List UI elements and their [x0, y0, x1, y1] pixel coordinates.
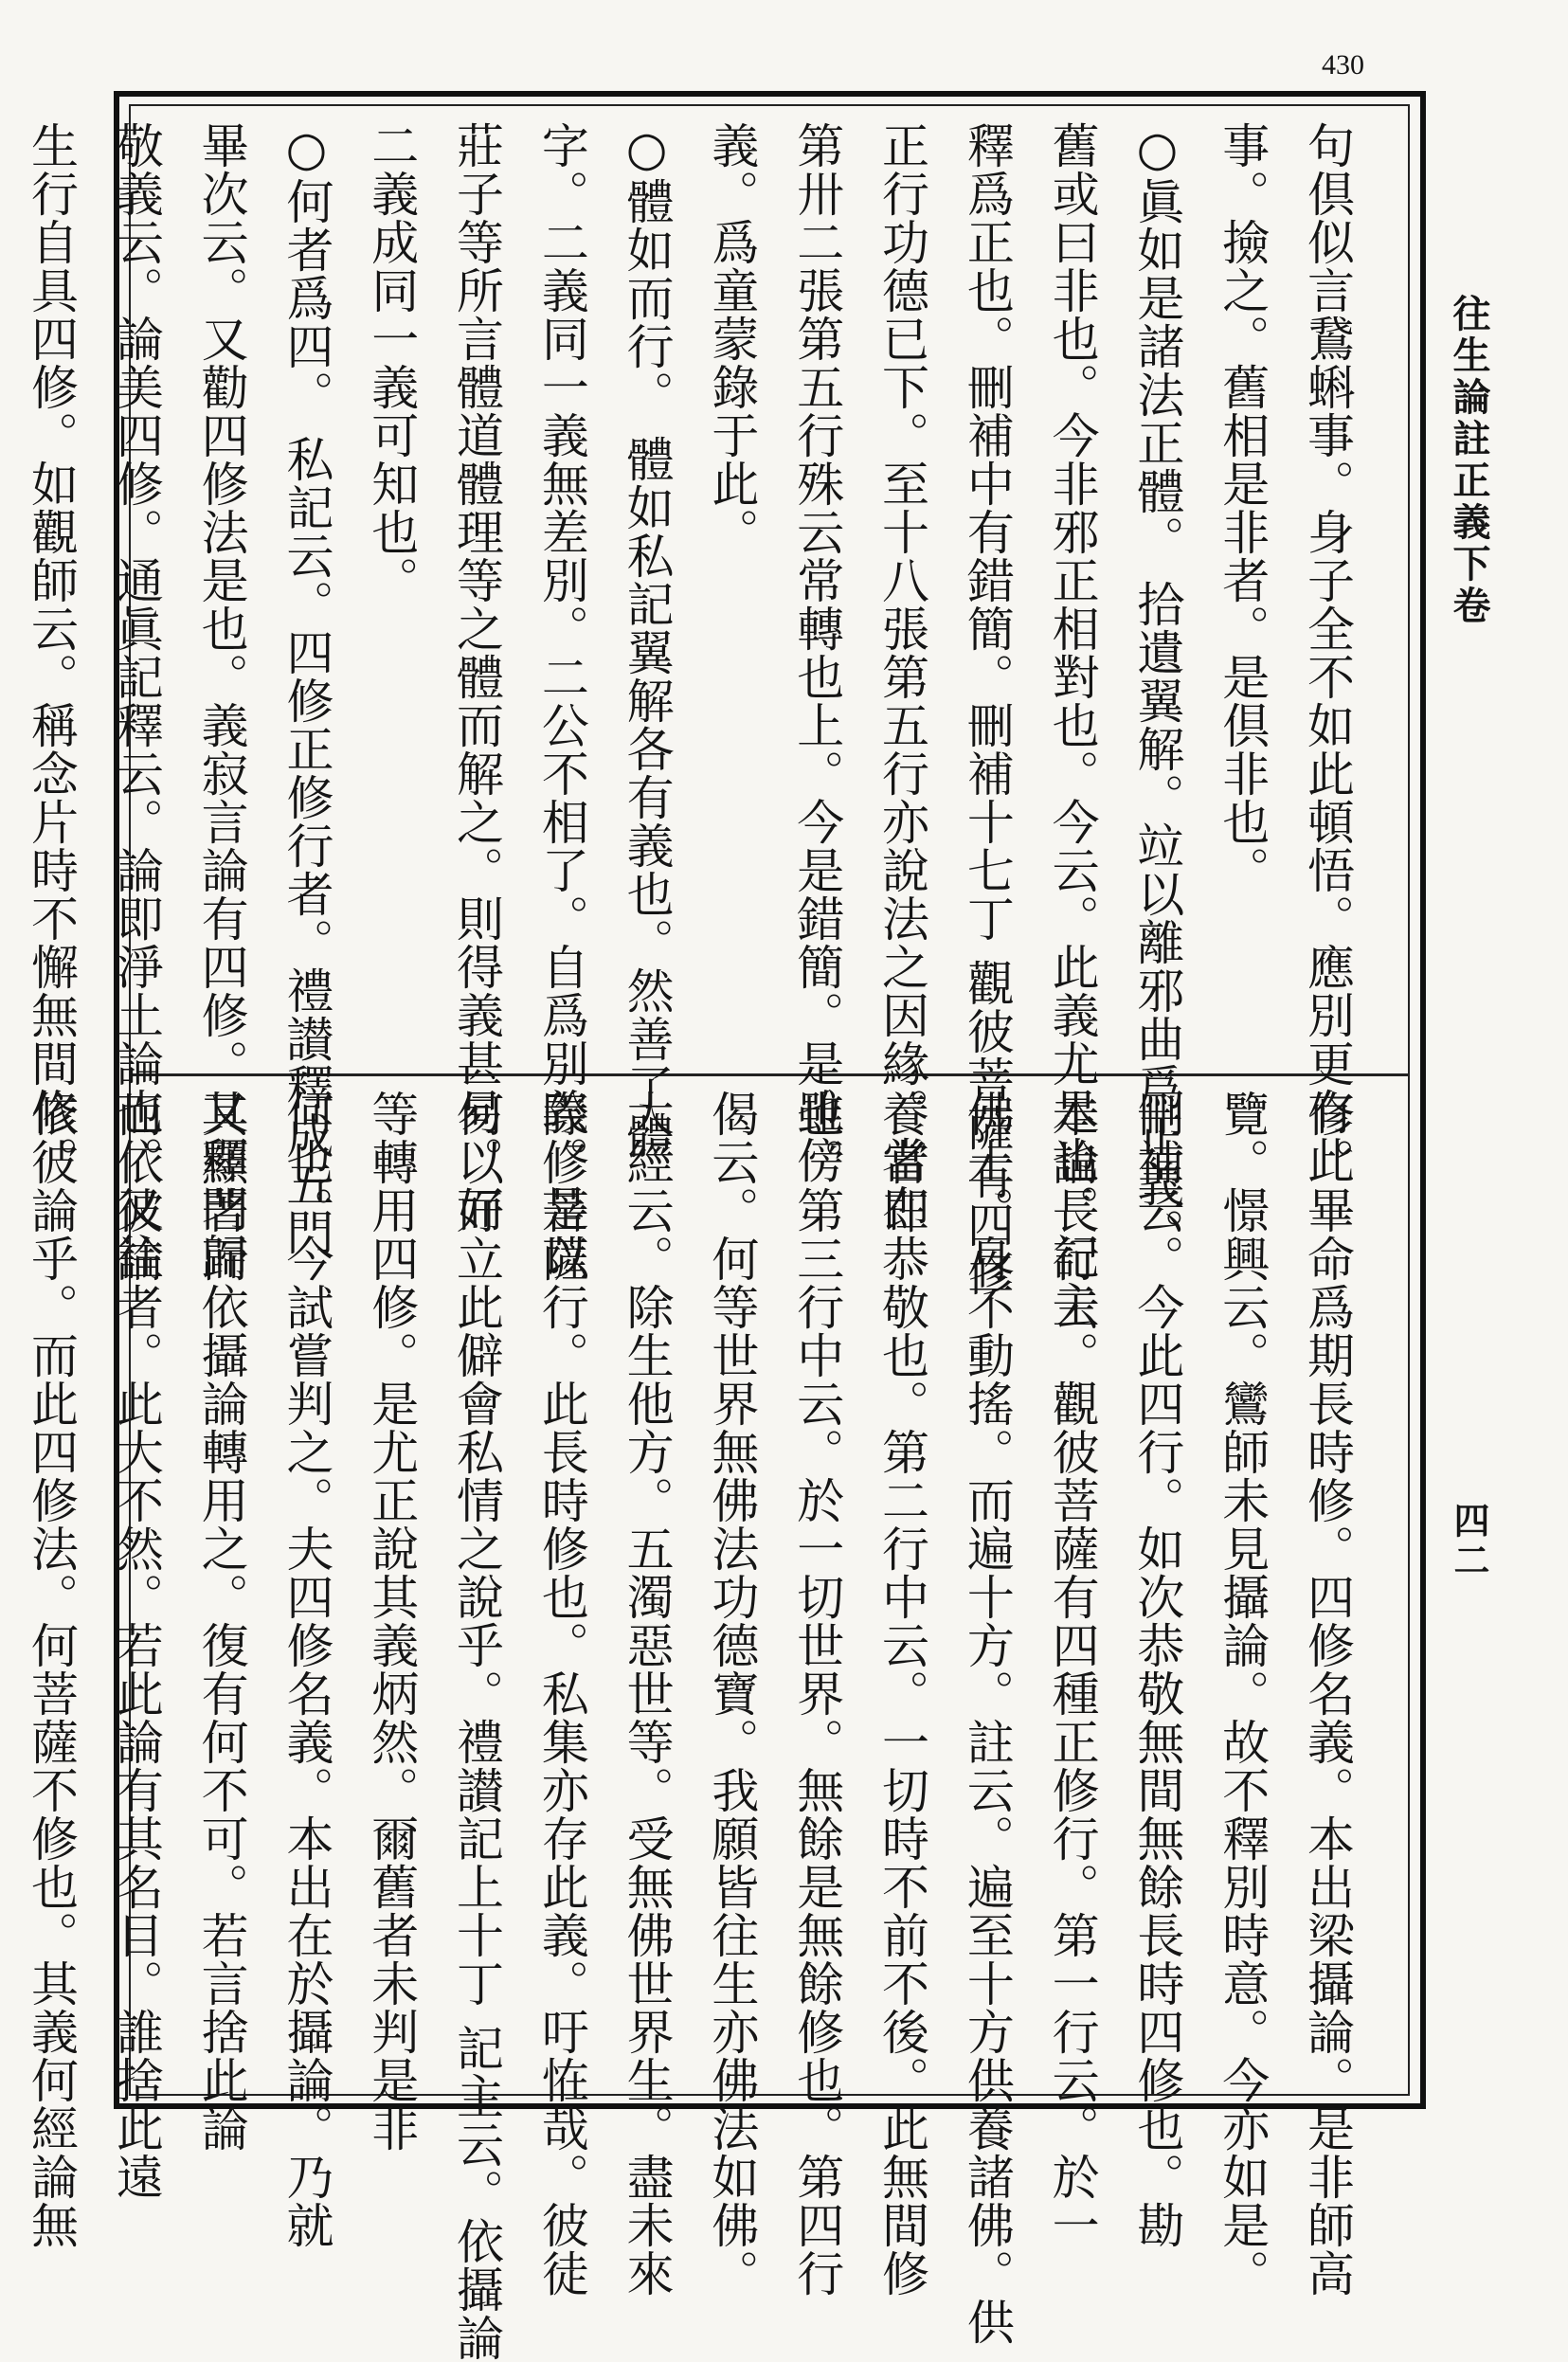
page-number: 430	[1322, 49, 1364, 81]
text-column: 覽。憬興云。鸞師未見攝論。故不釋別時意。今亦如是。	[1215, 1090, 1271, 2298]
text-column: 等轉用四修。是尤正說其義炳然。爾舊者未判是非	[364, 1090, 420, 2153]
text-column: 義。爲童蒙錄于此。	[704, 121, 760, 556]
text-column: 大經云。除生他方。五濁惡世等。受無佛世界生。盡未來	[619, 1090, 675, 2298]
text-column: 也。第三行中云。於一切世界。無餘是無餘修也。第四行	[789, 1090, 845, 2298]
text-column: 何也。今試嘗判之。夫四修名義。本出在於攝論。乃就	[279, 1090, 334, 2249]
text-column: 句倶似言鵞蝌事。身子全不如此頓悟。應別更有此	[1300, 121, 1355, 1184]
text-column: 畢次云。又勸四修法是也。義寂言論有四修。又釋門歸	[193, 121, 249, 1281]
text-column: 正行功德已下。至十八張第五行亦說法之因緣。當在	[874, 121, 930, 1233]
text-column: ○體如而行。 體如私記翼解各有義也。然善了體	[619, 121, 675, 1160]
upper-text-panel	[24, 121, 1369, 1329]
text-column: 釋爲正也。刪補中有錯簡。刪補十七丁 觀彼菩薩有四修	[959, 121, 1015, 1297]
text-column: 偈云。何等世界無佛法功德寶。我願皆往生亦佛法如佛。	[704, 1090, 760, 2298]
book-title: 往生論註正義下卷	[1447, 294, 1491, 627]
text-column: 敬義云。論美四修。通眞記釋云。論即淨土論也。又往	[108, 121, 164, 1281]
text-column: 佛土。身不動搖。而遍十方。註云。遍至十方供養諸佛。供	[959, 1090, 1015, 2346]
text-column: 修。畢命爲期長時修。四修名義。本出梁攝論。是非師高	[1300, 1090, 1355, 2298]
text-column: 刪補云。今此四行。如次恭敬無間無餘長時四修也。勘	[1129, 1090, 1185, 2249]
text-column: ○眞如是諸法正體。 拾遺翼解。竝以離邪曲爲正義。	[1129, 121, 1185, 1256]
text-column: 生行自具四修。如觀師云。稱念片時不懈無間修。	[24, 121, 80, 1184]
text-column: 際修菩薩行。此長時修也。私集亦存此義。吁恠哉。彼徒	[533, 1090, 589, 2298]
text-column: 養者即恭敬也。第二行中云。一切時不前不後。此無間修	[874, 1090, 930, 2298]
text-column: 何以好立此僻會私情之說乎。禮讃記上十丁 記主云。依攝論	[449, 1090, 505, 2362]
text-column: 第卅二張第五行殊云常轉也上。今是錯簡。是雖傍	[789, 121, 845, 1184]
text-column: 本論長行云。觀彼菩薩有四種正修行。第一行云。於一	[1044, 1090, 1100, 2249]
text-column: 其顯著而依攝論轉用之。復有何不可。若言捨此論	[193, 1090, 249, 2153]
text-column: 依彼論乎。而此四修法。何菩薩不修也。其義何經論無	[24, 1090, 80, 2249]
text-column: 二義成同一義可知也。	[364, 121, 420, 604]
text-column	[0, 121, 8, 1052]
section-marker: 四二	[1448, 1502, 1490, 1581]
text-column	[0, 1090, 8, 2075]
lower-text-panel	[24, 1090, 1369, 2362]
text-column: 而依彼論者。此大不然。若此論有其名目。誰捨此遠	[108, 1090, 164, 2201]
text-column: 事。撿之。舊相是非者。是倶非也。	[1215, 121, 1271, 894]
text-column: ○何者爲四。 私記云。四修正修行者。禮讃釋成五門	[279, 121, 334, 1256]
text-column: 字。二義同一義無差別。二公不相了。自爲別義。是以	[533, 121, 589, 1281]
text-column: 舊或曰非也。今非邪正相對也。今云。此義尤是也。記主	[1044, 121, 1100, 1329]
text-column: 莊子等所言體道體理等之體而解之。則得義甚易。而	[449, 121, 505, 1233]
